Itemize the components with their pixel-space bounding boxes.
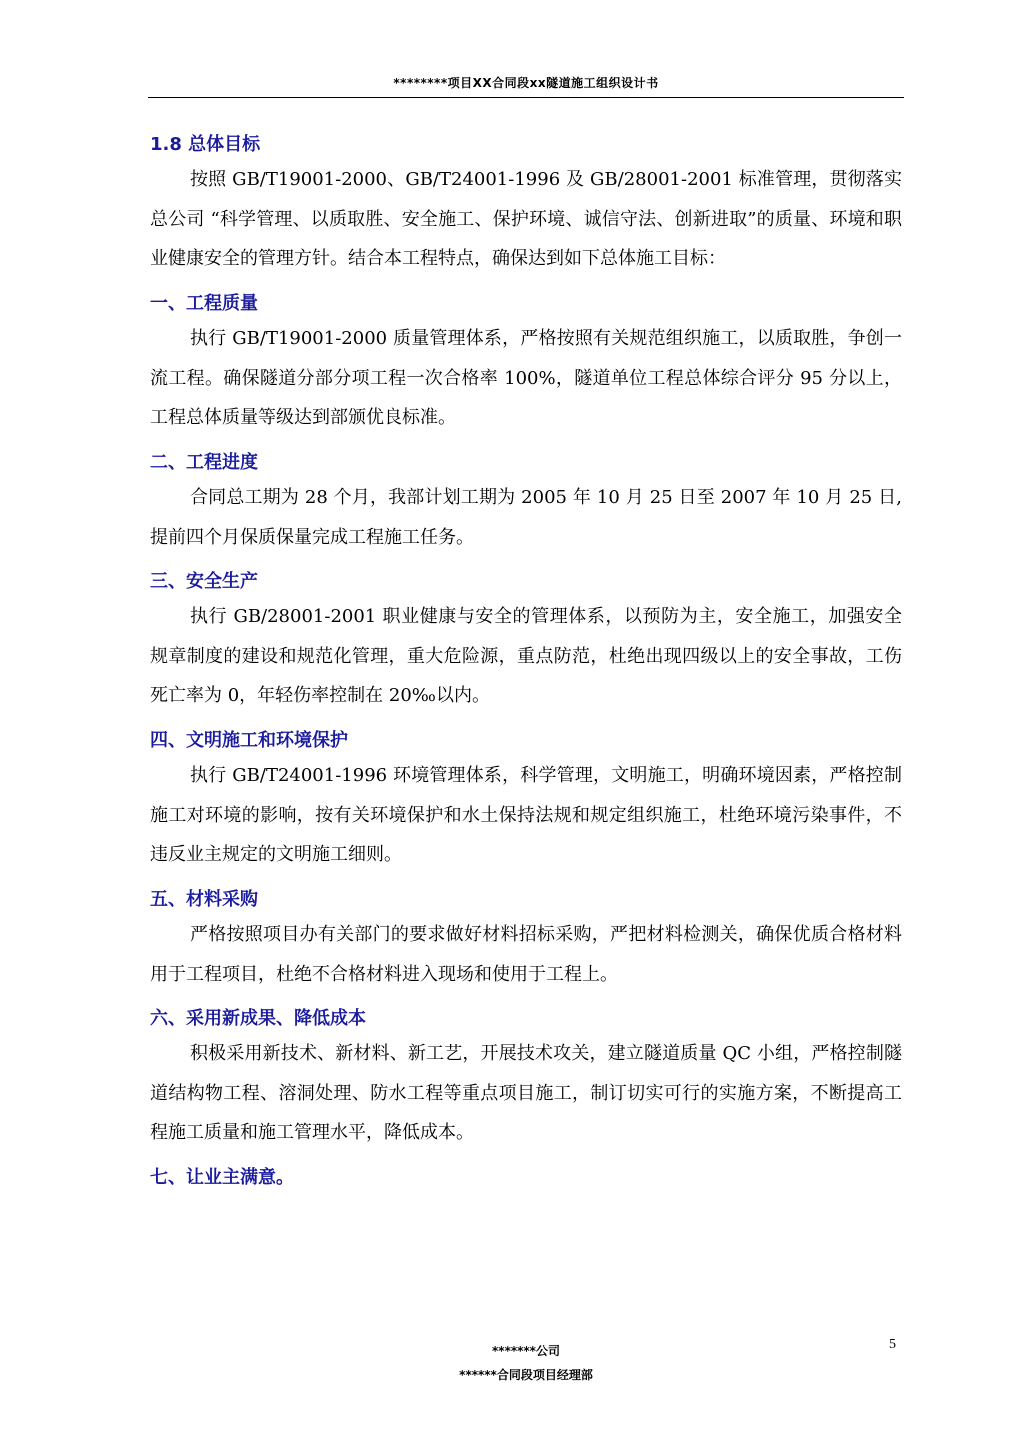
goal-text-quality: 执行 GB/T19001-2000 质量管理体系，严格按照有关规范组织施工，以质取胜，争创一流工程。确保隧道分部分项工程一次合格率 100%，隧道单位工程总体综合评分 95 分以上，工程总体质量等级达到部颁优良标准。 (150, 328, 902, 428)
goal-heading-innovation: 六、采用新成果、降低成本 (150, 1008, 366, 1029)
goal-heading-safety: 三、安全生产 (150, 571, 258, 592)
page-number: 5 (889, 1337, 896, 1352)
goal-heading-schedule: 二、工程进度 (150, 452, 258, 473)
goal-heading-environment: 四、文明施工和环境保护 (150, 730, 348, 751)
header-divider (148, 97, 904, 98)
goal-text-procurement: 严格按照项目办有关部门的要求做好材料招标采购，严把材料检测关，确保优质合格材料用于工程项目，杜绝不合格材料进入现场和使用于工程上。 (150, 924, 902, 985)
goal-heading-quality: 一、工程质量 (150, 293, 258, 314)
goal-text-innovation: 积极采用新技术、新材料、新工艺，开展技术攻关，建立隧道质量 QC 小组，严格控制隧道结构物工程、溶洞处理、防水工程等重点项目施工，制订切实可行的实施方案，不断提高工程施工质量和施工管理水平，降低成本。 (150, 1043, 902, 1143)
goal-heading-procurement: 五、材料采购 (150, 889, 258, 910)
goal-heading-owner-satisfaction: 七、让业主满意。 (150, 1167, 294, 1188)
goal-text-environment: 执行 GB/T24001-1996 环境管理体系，科学管理，文明施工，明确环境因素，严格控制施工对环境的影响，按有关环境保护和水土保持法规和规定组织施工，杜绝环境污染事件，不违反业主规定的文明施工细则。 (150, 765, 902, 865)
footer-department: ******合同段项目经理部 (459, 1368, 593, 1382)
footer-company: *******公司 (492, 1344, 560, 1358)
goal-text-safety: 执行 GB/28001-2001 职业健康与安全的管理体系，以预防为主，安全施工，加强安全规章制度的建设和规范化管理，重大危险源，重点防范，杜绝出现四级以上的安全事故，工伤死亡率为 0，年轻伤率控制在 20‰以内。 (150, 606, 902, 706)
section-intro-paragraph: 按照 GB/T19001-2000、GB/T24001-1996 及 GB/28001-2001 标准管理，贯彻落实总公司 “科学管理、以质取胜、安全施工、保护环境、诚信守法、创新进取”的质量、环境和职业健康安全的管理方针。结合本工程特点，确保达到如下总体施工目标： (150, 169, 902, 269)
section-title: 1.8 总体目标 (150, 134, 261, 155)
running-header: ********项目XX合同段xx隧道施工组织设计书 (393, 76, 659, 90)
goal-text-schedule: 合同总工期为 28 个月，我部计划工期为 2005 年 10 月 25 日至 2007 年 10 月 25 日,提前四个月保质保量完成工程施工任务。 (150, 487, 902, 548)
